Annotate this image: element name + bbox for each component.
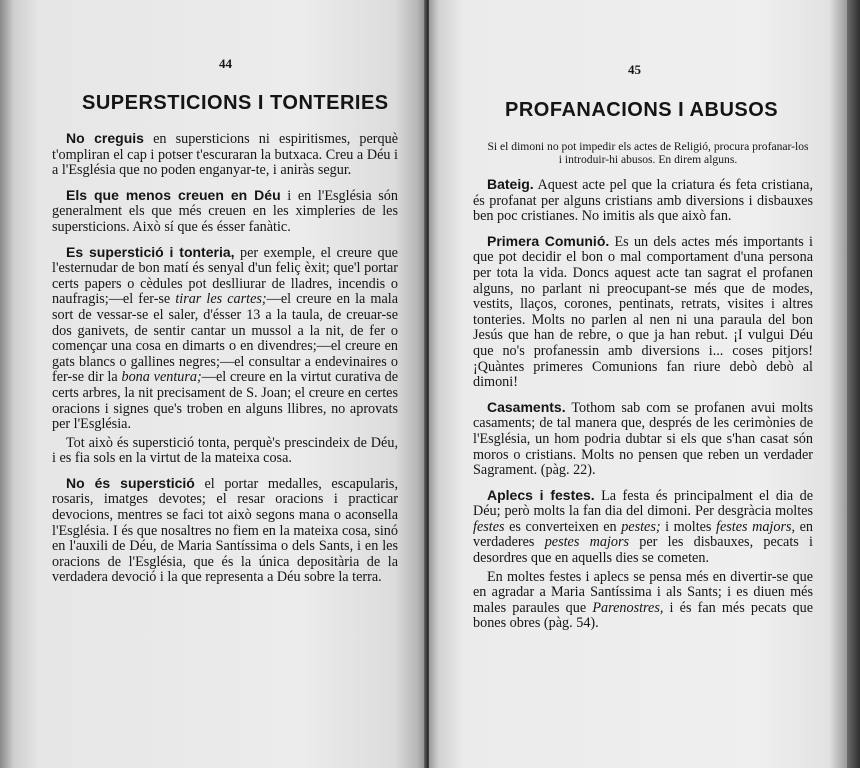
page-body [473, 177, 813, 641]
paragraph: Tot això és superstició tonta, perquè's prescindeix de Déu, i es fia sols en la virtut de la mateixa cosa. [52, 434, 398, 467]
paragraph: Primera Comunió. Es un dels actes més importants i que pot decidir el bon o mal comportament d'una persona per tota la vida. Doncs aquest acte tan sagrat el profanen alguns, no parlant ni preocupant-se més que de modes, vestits, llaços, corones, pentinats, retrats, visites i altres tonteries. Molts no parlen al nen ni una paraula del bon Jesús que han de rebre, o que ja han rebut. ¡I vulgui Déu que no's profanessin amb diversions i... coses pitjors! ¡Quàntes primeres Comunions fan riure debò debò al dimoni! [473, 232, 813, 391]
page-intro: Si el dimoni no pot impedir els actes de Religió, procura profanar-los i introduir-hi abusos. En direm alguns. [487, 140, 809, 166]
book-edge-shadow [847, 0, 860, 768]
page-number: 45 [628, 62, 641, 77]
right-page [429, 0, 847, 768]
paragraph: No creguis en supersticions ni espiritismes, perquè t'ompliran el cap i potser t'escuraran la butxaca. Creu a Déu i a l'Església que no poden enganyar-te, i aniràs segur. [52, 130, 398, 179]
lead-phrase: Primera Comunió. [487, 232, 610, 249]
lead-phrase: No és superstició [66, 474, 195, 491]
paragraph: Casaments. Tothom sab com se profanen avui molts casaments; de tal manera que, després de les cerimònies de l'Església, un hom podria dubtar si els que s'han casat són moros o cristians. Molts no pensen que reben un verdader Sagrament. (pàg. 22). [473, 398, 813, 479]
paragraph: No és superstició el portar medalles, escapularis, rosaris, imatges devotes; el resar oracions i practicar devocions, mentres se faci tot això segons mana o aconsella l'Església. I és que nosaltres no fiem en la mateixa cosa, sinó en l'auxili de Déu, de Maria Santíssima o dels Sants, i en les oracions de l'Església, que és la única depositària de la verdadera devoció i la que representa a Déu sobre la terra. [52, 474, 398, 586]
page-title: SUPERSTICIONS I TONTERIES [82, 92, 389, 114]
page-body [52, 131, 398, 595]
paragraph: Es superstició i tonteria, per exemple, el creure que l'esternudar de bon matí és senyal d'un feliç èxit; que'l portar certs papers o cèdules pot deslliurar de lladres, incendis o naufragis;—el fer-se tirar les cartes;—el creure en la mala sort de vessar-se el saler, d'ésser 13 a la taula, de creuar-se dos ganivets, de sentir cantar un mussol a la nit, de fer o començar una cosa en dimarts o en divendres;—el creure en gats blancs o gallines negres;—el consultar a endevinaires o fer-se dir la bona ventura;—el creure en la virtut curativa de certs arbres, la nit precisament de S. Joan; el creure en certes oracions i signes que's troben en alguns llibres, no aprovats per l'Església. [52, 243, 398, 433]
lead-phrase: Casaments. [487, 398, 566, 415]
paragraph: En moltes festes i aplecs se pensa més en divertir-se que en agradar a Maria Santíssima i als Sants; i es diuen més males paraules que Parenostres, i és fan més pecats que bones obres (pàg. 54). [473, 568, 814, 632]
page-title: PROFANACIONS I ABUSOS [505, 99, 779, 121]
lead-phrase: No creguis [66, 130, 144, 146]
lead-phrase: Els que menos creuen en Déu [66, 186, 281, 203]
paragraph: Aplecs i festes. La festa és principalment el dia de Déu; però molts la fan dia del dimoni. Per desgràcia moltes festes es converteixen en pestes; i moltes festes majors, en verdaderes pestes majors per les disbauxes, pecats i desordres que en aquells dies se cometen. [473, 486, 814, 567]
paragraph: Els que menos creuen en Déu i en l'Església són generalment els que més creuen en les ximpleries de les supersticions. Això sí que és ésser fanàtic. [52, 186, 398, 235]
lead-phrase: Es superstició i tonteria, [66, 243, 235, 260]
paragraph: Bateig. Aquest acte pel que la criatura és feta cristiana, és profanat per alguns cristians amb diversions i disbauxes ben poc cristianes. No imitis als que això fan. [473, 176, 813, 225]
page-number: 44 [219, 56, 232, 71]
lead-phrase: Bateig. [487, 176, 534, 192]
lead-phrase: Aplecs i festes. [487, 486, 595, 503]
left-page [0, 0, 426, 768]
